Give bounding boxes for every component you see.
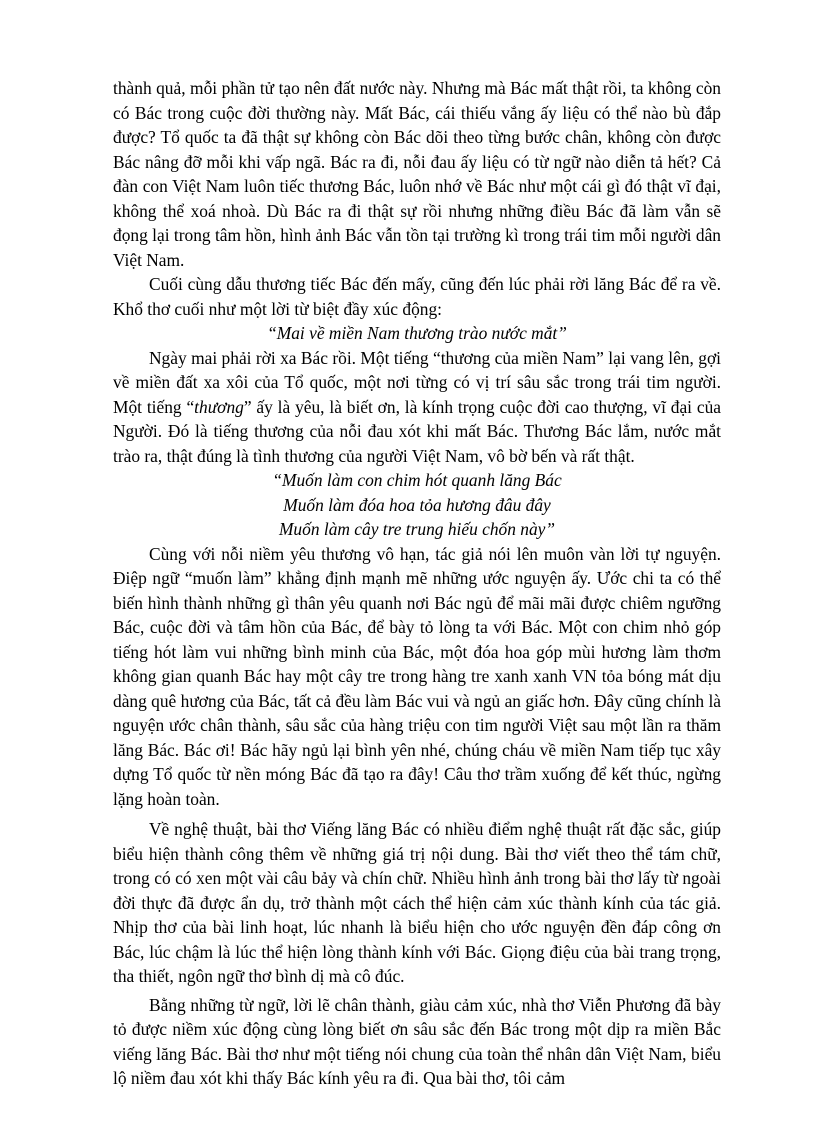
quote-verse-2-line-1: “Muốn làm con chim hót quanh lăng Bác xyxy=(272,470,562,490)
paragraph-farewell: Cuối cùng dẫu thương tiếc Bác đến mấy, cũng đến lúc phải rời lăng Bác để ra về. Khổ thơ cuối như một lời từ biệt đầy xúc động: xyxy=(113,274,721,319)
document-body xyxy=(113,76,721,1091)
paragraph-thuong-pre: Ngày mai phải rời xa Bác rồi. Một tiếng “thương của miền Nam” lại vang lên, gợi về miền đất xa xôi của Tổ quốc, một nơi từng có vị trí sâu sắc trong trái tim người. Một tiếng “ xyxy=(113,347,721,417)
quote-verse-2-line-3: Muốn làm cây tre trung hiếu chốn này” xyxy=(278,519,556,539)
paragraph-thuong-post: ” ấy là yêu, là biết ơn, là kính trọng cuộc đời cao thượng, vĩ đại của Người. Đó là tiếng thương của nỗi đau xót khi mất Bác. Thương Bác lắm, nước mắt trào ra, thật đúng là tình thương của người Việt Nam, vô bờ bến và rất thật. xyxy=(113,396,721,466)
paragraph-thuong xyxy=(113,346,721,469)
quote-verse-2-line-2: Muốn làm đóa hoa tỏa hương đâu đây xyxy=(283,494,551,515)
paragraph-continuation: thành quả, mỗi phần tử tạo nên đất nước này. Nhưng mà Bác mất thật rồi, ta không còn có Bác trong cuộc đời thường này. Mất Bác, cái thiếu vắng ấy liệu có thể nào bù đắp được? Tổ quốc ta đã thật sự không còn Bác dõi theo từng bước chân, không còn được Bác nâng đỡ mỗi khi vấp ngã. Bác ra đi, nỗi đau ấy liệu có từ ngữ nào diễn tả hết? Cả đàn con Việt Nam luôn tiếc thương Bác, luôn nhớ về Bác như một cái gì đó thật vĩ đại, không thể xoá nhoà. Dù Bác ra đi thật sự rồi nhưng những điều Bác đã làm vẫn sẽ đọng lại trong tâm hồn, hình ảnh Bác vẫn tồn tại trường kì trong trái tim mỗi người dân Việt Nam. xyxy=(113,78,721,270)
quote-verse-1: “Mai về miền Nam thương trào nước mắt” xyxy=(267,323,567,343)
paragraph-conclusion: Bằng những từ ngữ, lời lẽ chân thành, giàu cảm xúc, nhà thơ Viễn Phương đã bày tỏ được niềm xúc động cùng lòng biết ơn sâu sắc đến Bác trong một dịp ra miền Bắc viếng lăng Bác. Bài thơ như một tiếng nói chung của toàn thể nhân dân Việt Nam, biểu lộ niềm đau xót khi thấy Bác kính yêu ra đi. Qua bài thơ, tôi cảm xyxy=(113,994,721,1088)
paragraph-art: Về nghệ thuật, bài thơ Viếng lăng Bác có nhiều điểm nghệ thuật rất đặc sắc, giúp biểu hiện thành công thêm về những giá trị nội dung. Bài thơ viết theo thể tám chữ, trong có có xen một vài câu bảy và chín chữ. Nhiều hình ảnh trong bài thơ lấy từ ngoài đời thực đã được ẩn dụ, trở thành một cách thể hiện cảm xúc thành kính của tác giả. Nhịp thơ của bài linh hoạt, lúc nhanh là biểu hiện cho ước nguyện đền đáp công ơn Bác, lúc chậm là lúc thể hiện lòng thành kính với Bác. Giọng điệu của bài trang trọng, tha thiết, ngôn ngữ thơ bình dị mà cô đúc. xyxy=(113,819,721,986)
paragraph-thuong-emphasis: thương xyxy=(194,396,244,417)
paragraph-wishes: Cùng với nỗi niềm yêu thương vô hạn, tác giả nói lên muôn vàn lời tự nguyện. Điệp ngữ “muốn làm” khẳng định mạnh mẽ những ước nguyện ấy. Ước chi ta có thể biến hình thành những gì thân yêu quanh nơi Bác ngủ để mãi mãi được chiêm ngưỡng Bác, cuộc đời và tâm hồn của Bác, để bày tỏ lòng ta với Bác. Một con chim nhỏ góp tiếng hót làm vui những bình minh của Bác, một đóa hoa góp mùi hương làm thơm không gian quanh Bác hay một cây tre trong hàng tre xanh xanh VN tỏa bóng mát dịu dàng quê hương của Bác, tất cả đều làm Bác vui và ngủ an giấc hơn. Đây cũng chính là nguyện ước chân thành, sâu sắc của hàng triệu con tim người Việt sau một lần ra thăm lăng Bác. Bác ơi! Bác hãy ngủ lại bình yên nhé, chúng cháu về miền Nam tiếp tục xây dựng Tổ quốc từ nền móng Bác đã tạo ra đây! Câu thơ trầm xuống để kết thúc, ngừng lặng hoàn toàn. xyxy=(113,543,721,809)
